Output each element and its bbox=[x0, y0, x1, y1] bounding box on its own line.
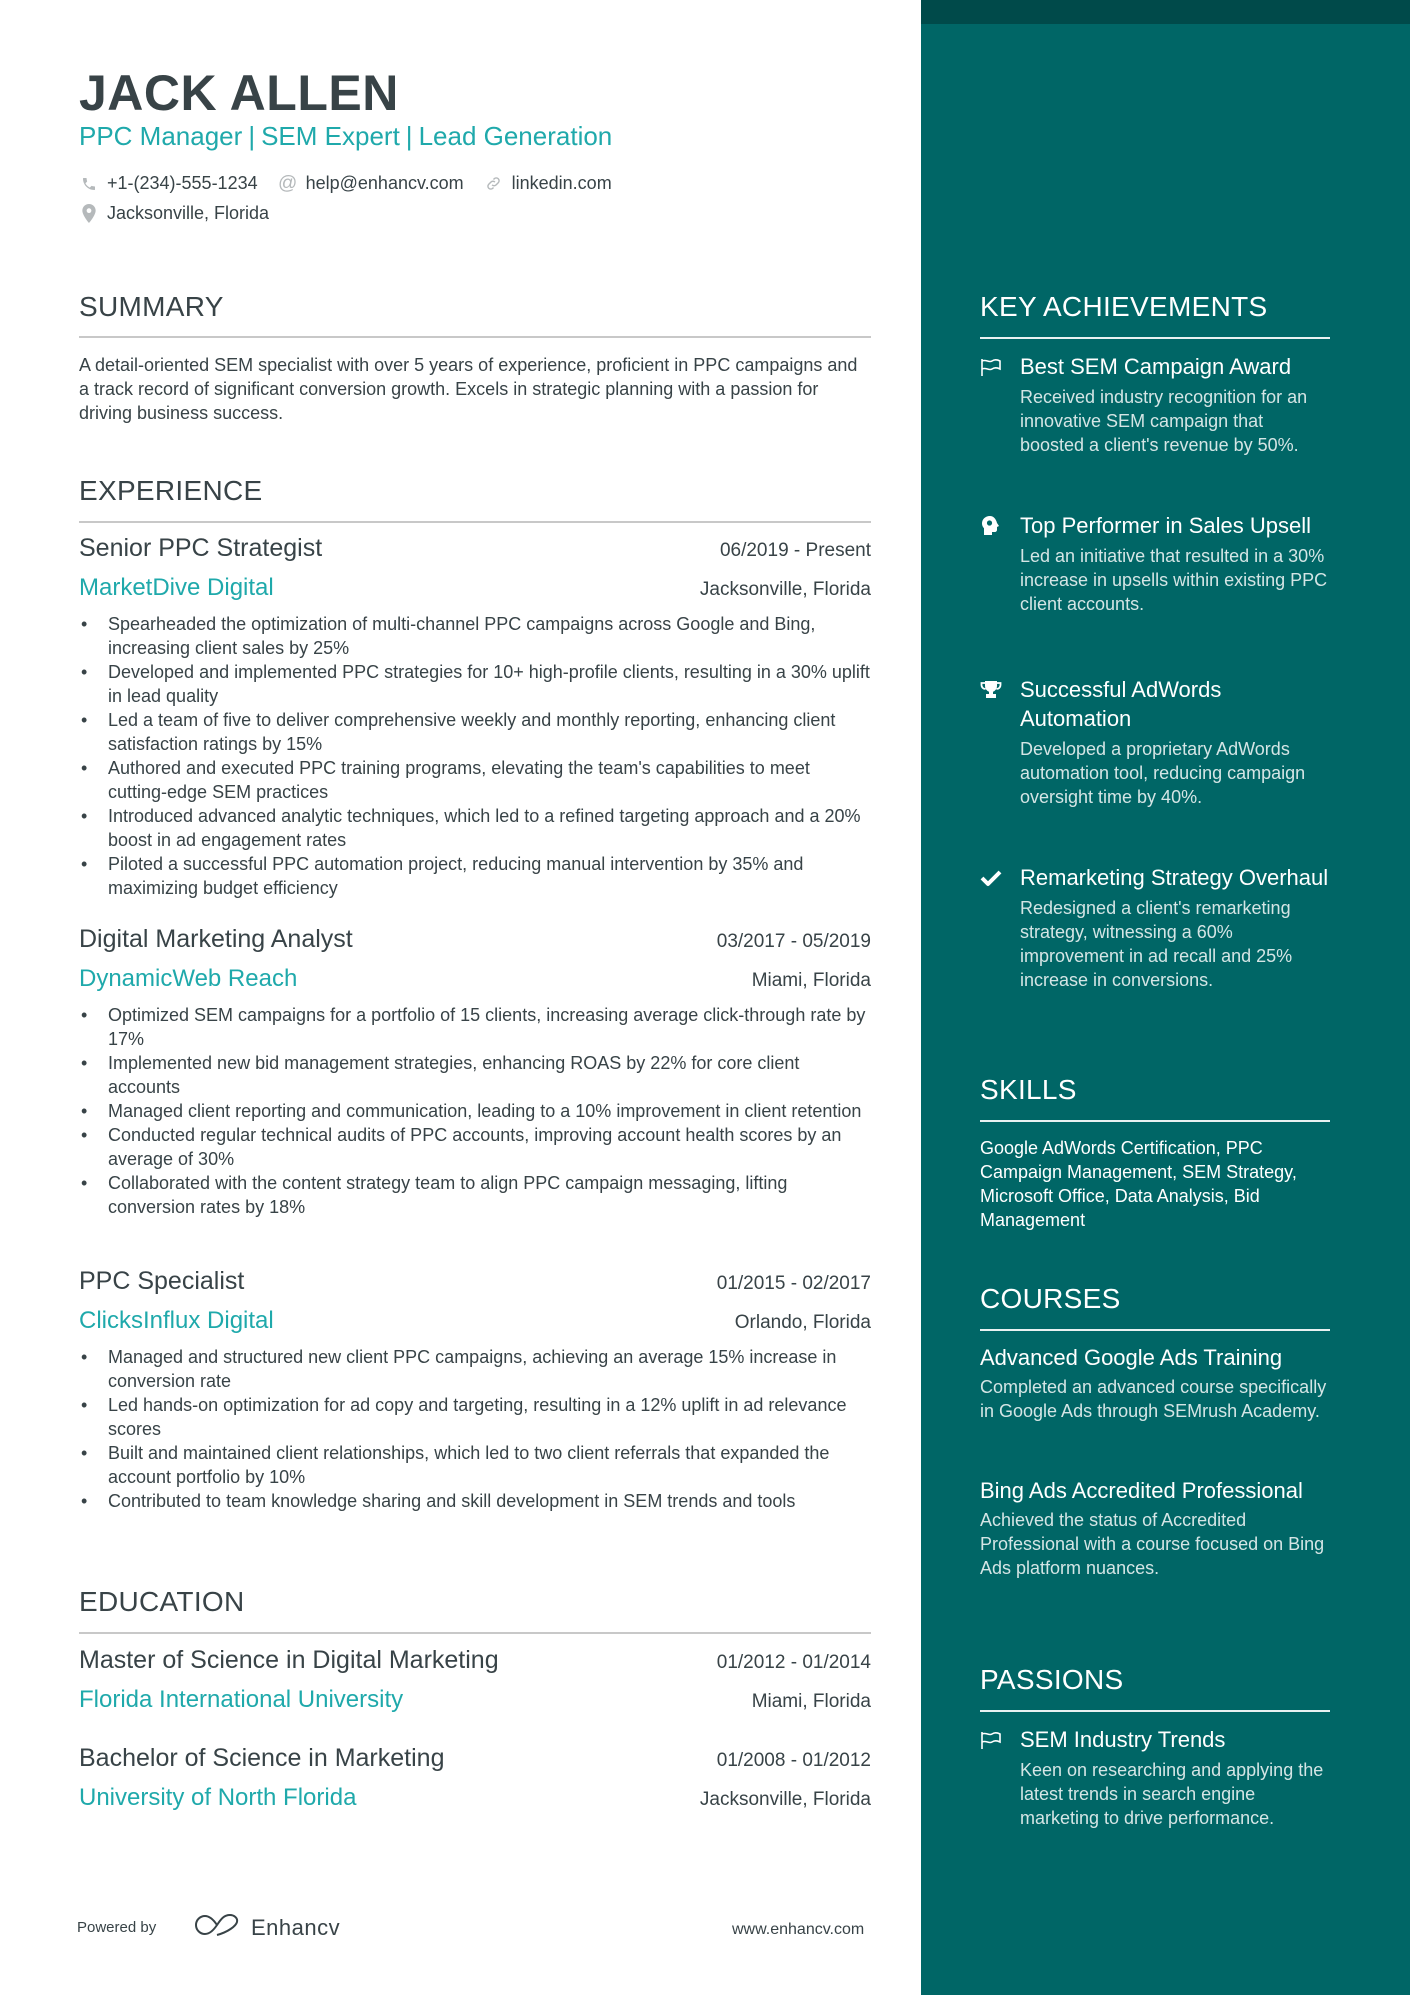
section-divider bbox=[980, 1329, 1330, 1331]
head-brain-icon bbox=[980, 511, 1020, 540]
checkmark-icon bbox=[980, 863, 1020, 892]
headline-part: SEM Expert bbox=[261, 121, 400, 151]
job-bullets bbox=[79, 1003, 871, 1219]
contact-location bbox=[79, 203, 269, 224]
job-dates: 01/2015 - 02/2017 bbox=[716, 1273, 871, 1294]
job-header-row bbox=[79, 1267, 871, 1303]
location-text: Jacksonville, Florida bbox=[107, 203, 270, 223]
achievement-title: Successful AdWords Automation bbox=[1020, 677, 1222, 731]
bullet-item: • Authored and executed PPC training programs, elevating the team's capabilities to meet cutting-edge SEM practices bbox=[79, 756, 871, 804]
bullet-item: • Piloted a successful PPC automation project, reducing manual intervention by 35% and maximizing budget efficiency bbox=[79, 852, 871, 900]
headline-separator: | bbox=[248, 121, 256, 151]
school-name: University of North Florida bbox=[79, 1784, 357, 1811]
achievement-header bbox=[980, 352, 1330, 381]
bullet-item: • Managed client reporting and communication, leading to a 10% improvement in client retention bbox=[79, 1099, 871, 1123]
job-dates: 06/2019 - Present bbox=[719, 540, 871, 561]
job-title: Senior PPC Strategist bbox=[79, 534, 323, 562]
company-name: ClicksInflux Digital bbox=[79, 1307, 274, 1334]
headline-part: PPC Manager bbox=[79, 121, 243, 151]
achievement-desc: Led an initiative that resulted in a 30% increase in upsells within existing PPC client accounts. bbox=[1020, 546, 1328, 614]
job-location: Miami, Florida bbox=[751, 970, 871, 991]
experience-entry bbox=[79, 534, 871, 900]
headline-separator: | bbox=[405, 121, 413, 151]
section-title-achievements: KEY ACHIEVEMENTS bbox=[980, 291, 1268, 322]
link-text: linkedin.com bbox=[511, 173, 612, 193]
contact-row-2 bbox=[79, 203, 289, 224]
email-text: help@enhancv.com bbox=[305, 173, 464, 193]
course-desc: Completed an advanced course specifically in Google Ads through SEMrush Academy. bbox=[980, 1377, 1327, 1421]
section-title-education: EDUCATION bbox=[79, 1586, 245, 1617]
achievement-title: Top Performer in Sales Upsell bbox=[1020, 513, 1312, 538]
contact-email[interactable] bbox=[278, 173, 464, 194]
bullet-item: • Optimized SEM campaigns for a portfolio of 15 clients, increasing average click-through rate by 17% bbox=[79, 1003, 871, 1051]
edu-location: Jacksonville, Florida bbox=[699, 1789, 871, 1810]
footer-url[interactable]: www.enhancv.com bbox=[732, 1921, 865, 1938]
bullet-item: • Developed and implemented PPC strategies for 10+ high-profile clients, resulting in a 30% uplift in lead quality bbox=[79, 660, 871, 708]
degree: Master of Science in Digital Marketing bbox=[79, 1646, 499, 1674]
bullet-item: • Managed and structured new client PPC campaigns, achieving an average 15% increase in conversion rate bbox=[79, 1345, 871, 1393]
section-divider bbox=[79, 336, 871, 338]
degree: Bachelor of Science in Marketing bbox=[79, 1744, 445, 1772]
school-name: Florida International University bbox=[79, 1686, 404, 1713]
edu-header-row bbox=[79, 1744, 871, 1780]
trophy-icon bbox=[980, 675, 1020, 704]
headline bbox=[79, 121, 612, 152]
achievement-header bbox=[980, 511, 1330, 540]
section-title-courses: COURSES bbox=[980, 1283, 1121, 1314]
job-header-row bbox=[79, 534, 871, 570]
achievement-desc: Developed a proprietary AdWords automation tool, reducing campaign oversight time by 40%. bbox=[1020, 739, 1306, 807]
link-icon bbox=[484, 174, 504, 194]
company-name: DynamicWeb Reach bbox=[79, 965, 298, 992]
section-divider bbox=[79, 1632, 871, 1634]
bullet-item: • Built and maintained client relationships, which led to two client referrals that expanded the account portfolio by 10% bbox=[79, 1441, 871, 1489]
experience-entry bbox=[79, 1267, 871, 1513]
achievement-item bbox=[980, 511, 1330, 616]
bullet-item: • Implemented new bid management strategies, enhancing ROAS by 22% for core client accounts bbox=[79, 1051, 871, 1099]
section-title-experience: EXPERIENCE bbox=[79, 475, 263, 506]
sidebar-top-band bbox=[921, 0, 1410, 24]
infinity-heart-icon bbox=[195, 1912, 241, 1943]
edu-dates: 01/2012 - 01/2014 bbox=[716, 1652, 871, 1673]
job-location: Jacksonville, Florida bbox=[699, 579, 871, 600]
job-dates: 03/2017 - 05/2019 bbox=[716, 931, 871, 952]
phone-icon bbox=[79, 174, 99, 194]
course-item bbox=[980, 1343, 1330, 1423]
job-bullets bbox=[79, 612, 871, 900]
flag-icon bbox=[980, 352, 1020, 381]
achievement-header bbox=[980, 675, 1330, 733]
job-company-row bbox=[79, 965, 871, 1001]
brand-name: Enhancv bbox=[251, 1914, 341, 1940]
candidate-name: JACK ALLEN bbox=[79, 65, 399, 121]
headline-part: Lead Generation bbox=[418, 121, 613, 151]
skills-text: Google AdWords Certification, PPC Campaign Management, SEM Strategy, Microsoft Office, Data Analysis, Bid Management bbox=[980, 1138, 1297, 1230]
summary-text: A detail-oriented SEM specialist with over 5 years of experience, proficient in PPC campaigns and a track record of significant conversion growth. Excels in strategic planning with a passion for driving business success. bbox=[79, 355, 858, 423]
contact-row bbox=[79, 173, 632, 194]
at-icon: @ bbox=[277, 172, 298, 194]
job-title: PPC Specialist bbox=[79, 1267, 245, 1295]
edu-school-row bbox=[79, 1784, 871, 1820]
contact-phone[interactable] bbox=[79, 173, 258, 194]
passion-item bbox=[980, 1725, 1330, 1830]
section-divider bbox=[79, 521, 871, 523]
course-title: Advanced Google Ads Training bbox=[980, 1345, 1283, 1370]
course-desc: Achieved the status of Accredited Professional with a course focused on Bing Ads platform nuances. bbox=[980, 1510, 1325, 1578]
edu-location: Miami, Florida bbox=[751, 1691, 871, 1712]
section-title-passions: PASSIONS bbox=[980, 1664, 1124, 1695]
job-company-row bbox=[79, 574, 871, 610]
bullet-item: • Led a team of five to deliver comprehensive weekly and monthly reporting, enhancing client satisfaction ratings by 15% bbox=[79, 708, 871, 756]
passion-title: SEM Industry Trends bbox=[1020, 1727, 1226, 1752]
achievement-title: Remarketing Strategy Overhaul bbox=[1020, 865, 1329, 890]
enhancv-logo[interactable] bbox=[195, 1912, 340, 1943]
experience-entry bbox=[79, 925, 871, 1219]
phone-text: +1-(234)-555-1234 bbox=[107, 173, 258, 193]
bullet-item: • Led hands-on optimization for ad copy and targeting, resulting in a 12% uplift in ad relevance scores bbox=[79, 1393, 871, 1441]
bullet-item: • Spearheaded the optimization of multi-channel PPC campaigns across Google and Bing, increasing client sales by 25% bbox=[79, 612, 871, 660]
passion-header bbox=[980, 1725, 1330, 1754]
bullet-item: • Introduced advanced analytic techniques, which led to a refined targeting approach and a 20% boost in ad engagement rates bbox=[79, 804, 871, 852]
achievement-item bbox=[980, 352, 1330, 457]
achievement-desc: Received industry recognition for an innovative SEM campaign that boosted a client's revenue by 50%. bbox=[1020, 387, 1308, 455]
achievement-title: Best SEM Campaign Award bbox=[1020, 354, 1292, 379]
section-title-summary: SUMMARY bbox=[79, 291, 224, 322]
education-entry bbox=[79, 1646, 871, 1722]
section-divider bbox=[980, 1710, 1330, 1712]
bullet-item: • Conducted regular technical audits of PPC accounts, improving account health scores by an average of 30% bbox=[79, 1123, 871, 1171]
achievement-item bbox=[980, 863, 1330, 992]
edu-school-row bbox=[79, 1686, 871, 1722]
job-location: Orlando, Florida bbox=[734, 1312, 871, 1333]
map-pin-icon bbox=[79, 204, 99, 224]
job-bullets bbox=[79, 1345, 871, 1513]
edu-dates: 01/2008 - 01/2012 bbox=[716, 1750, 871, 1771]
bullet-item: • Collaborated with the content strategy team to align PPC campaign messaging, lifting conversion rates by 18% bbox=[79, 1171, 871, 1219]
section-title-skills: SKILLS bbox=[980, 1074, 1077, 1105]
achievement-desc: Redesigned a client's remarketing strategy, witnessing a 60% improvement in ad recall and 25% increase in conversions. bbox=[1020, 898, 1293, 990]
contact-link[interactable] bbox=[484, 173, 612, 194]
achievement-item bbox=[980, 675, 1330, 809]
edu-header-row bbox=[79, 1646, 871, 1682]
job-header-row bbox=[79, 925, 871, 961]
job-company-row bbox=[79, 1307, 871, 1343]
bullet-item: • Contributed to team knowledge sharing and skill development in SEM trends and tools bbox=[79, 1489, 871, 1513]
section-divider bbox=[980, 1120, 1330, 1122]
powered-by-label: Powered by bbox=[77, 1919, 157, 1936]
passion-desc: Keen on researching and applying the latest trends in search engine marketing to drive performance. bbox=[1020, 1760, 1324, 1828]
education-entry bbox=[79, 1744, 871, 1820]
job-title: Digital Marketing Analyst bbox=[79, 925, 353, 953]
company-name: MarketDive Digital bbox=[79, 574, 274, 601]
achievement-header bbox=[980, 863, 1330, 892]
course-item bbox=[980, 1476, 1330, 1580]
course-title: Bing Ads Accredited Professional bbox=[980, 1478, 1303, 1503]
section-divider bbox=[980, 337, 1330, 339]
flag-icon bbox=[980, 1725, 1020, 1754]
